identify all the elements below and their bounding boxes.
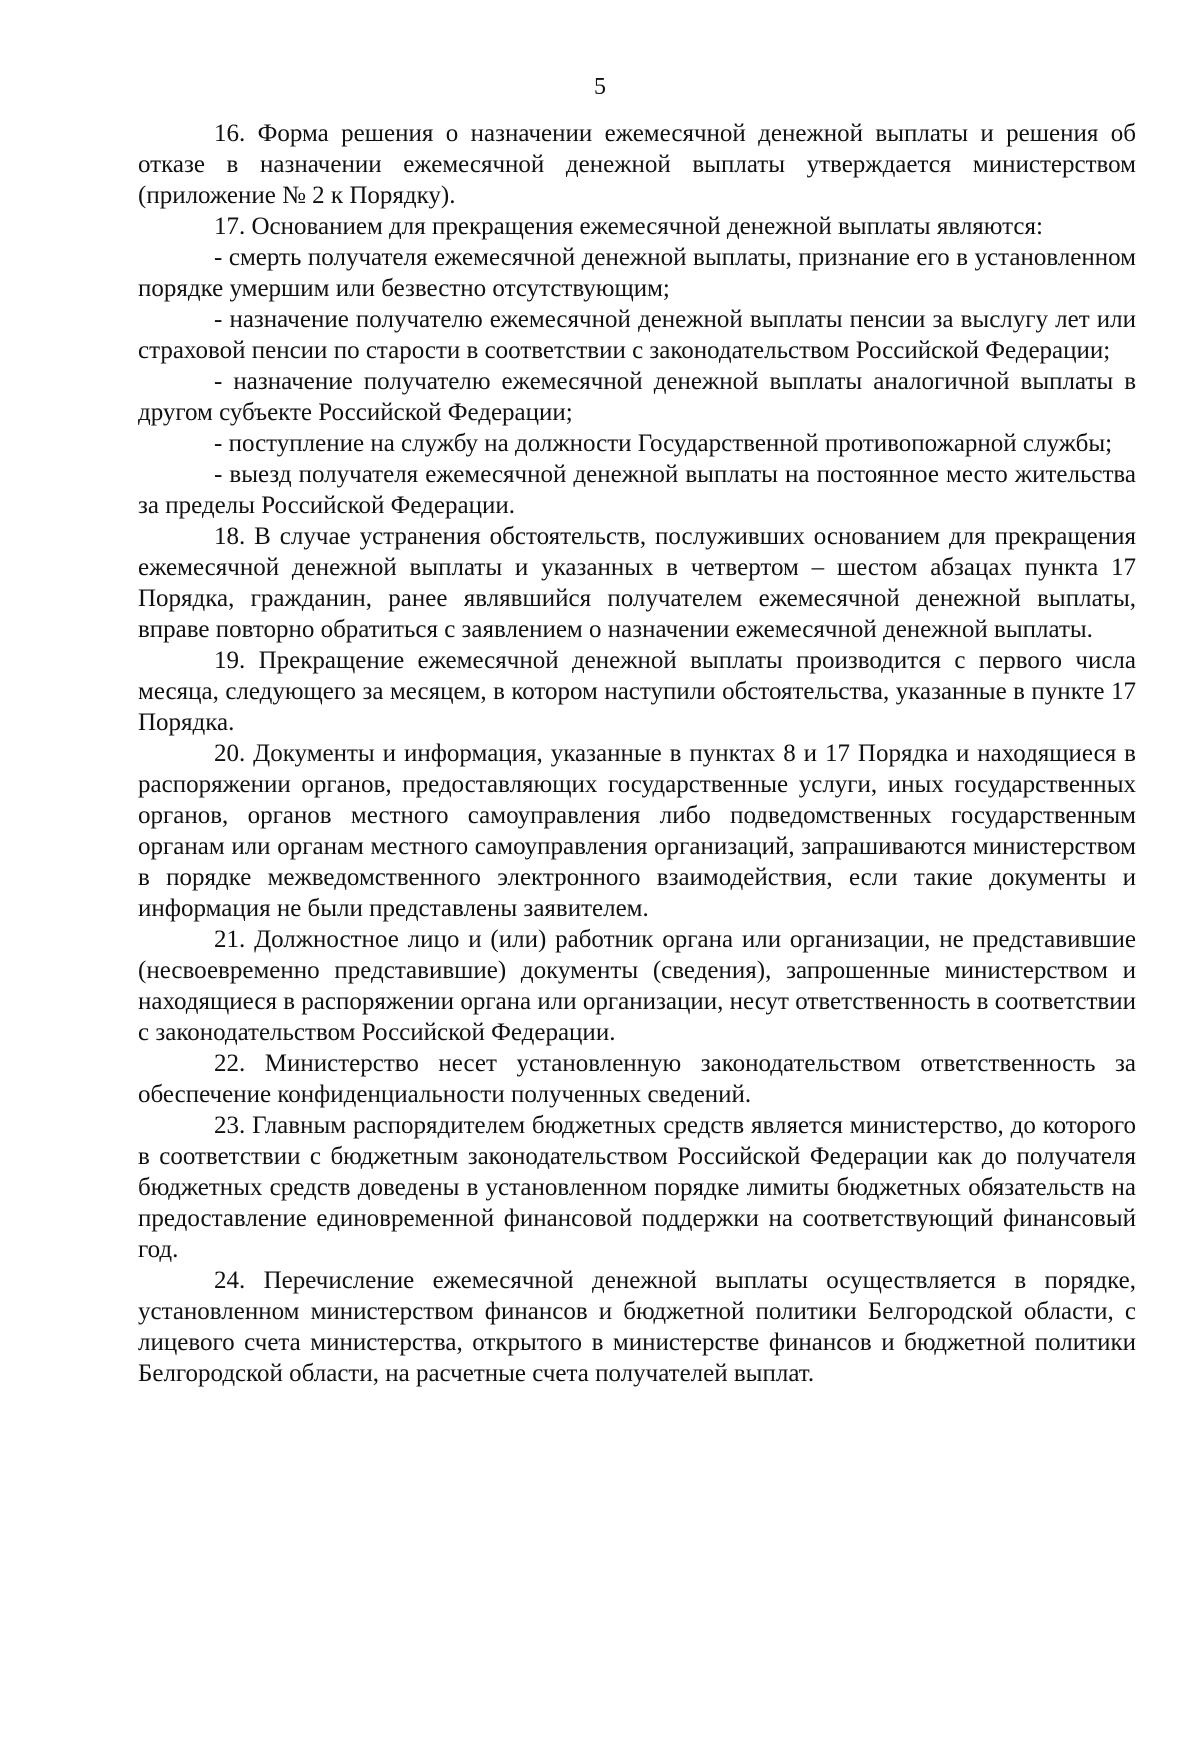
paragraph-17-item-pension: - назначение получателю ежемесячной денежной выплаты пенсии за выслугу лет или страховой пенсии по старости в соответствии с законодательством Российской Федерации;: [138, 306, 1136, 364]
paragraph-22: 22. Министерство несет установленную законодательством ответственность за обеспечение конфиденциальности полученных сведений.: [138, 1050, 1136, 1108]
paragraph-17-item-fire-service: - поступление на службу на должности Государственной противопожарной службы;: [214, 430, 1113, 457]
paragraph-21: 21. Должностное лицо и (или) работник органа или организации, не представившие (несвоевременно представившие) документы (сведения), запрошенные министерством и находящиеся в распоряжении органа или организации, несут ответственность в соответствии с законодательством Российской Федерации.: [138, 926, 1136, 1046]
paragraph-17-item-relocation: - выезд получателя ежемесячной денежной выплаты на постоянное место жительства за пределы Российской Федерации.: [138, 461, 1136, 519]
paragraph-16: 16. Форма решения о назначении ежемесячной денежной выплаты и решения об отказе в назначении ежемесячной денежной выплаты утверждается министерством (приложение № 2 к Порядку).: [138, 120, 1136, 209]
paragraph-23: 23. Главным распорядителем бюджетных средств является министерство, до которого в соответствии с бюджетным законодательством Российской Федерации как до получателя бюджетных средств доведены в установленном порядке лимиты бюджетных обязательств на предоставление единовременной финансовой поддержки на соответствующий финансовый год.: [138, 1112, 1136, 1263]
paragraph-19: 19. Прекращение ежемесячной денежной выплаты производится с первого числа месяца, следующего за месяцем, в котором наступили обстоятельства, указанные в пункте 17 Порядка.: [138, 647, 1136, 736]
paragraph-17-item-death: - смерть получателя ежемесячной денежной выплаты, признание его в установленном порядке умершим или безвестно отсутствующим;: [138, 244, 1136, 302]
document-body: [138, 118, 1136, 1389]
paragraph-18: 18. В случае устранения обстоятельств, послуживших основанием для прекращения ежемесячной денежной выплаты и указанных в четвертом – шестом абзацах пункта 17 Порядка, гражданин, ранее являвшийся получателем ежемесячной денежной выплаты, вправе повторно обратиться с заявлением о назначении ежемесячной денежной выплаты.: [138, 523, 1136, 643]
paragraph-24: 24. Перечисление ежемесячной денежной выплаты осуществляется в порядке, установленном министерством финансов и бюджетной политики Белгородской области, с лицевого счета министерства, открытого в министерстве финансов и бюджетной политики Белгородской области, на расчетные счета получателей выплат.: [138, 1267, 1136, 1387]
paragraph-20: 20. Документы и информация, указанные в пунктах 8 и 17 Порядка и находящиеся в распоряжении органов, предоставляющих государственные услуги, иных государственных органов, органов местного самоуправления либо подведомственных государственным органам или органам местного самоуправления организаций, запрашиваются министерством в порядке межведомственного электронного взаимодействия, если такие документы и информация не были представлены заявителем.: [138, 740, 1136, 922]
page-number: 5: [594, 74, 606, 100]
paragraph-17: 17. Основанием для прекращения ежемесячной денежной выплаты являются:: [214, 213, 1043, 240]
paragraph-17-item-other-region: - назначение получателю ежемесячной денежной выплаты аналогичной выплаты в другом субъекте Российской Федерации;: [138, 368, 1136, 426]
